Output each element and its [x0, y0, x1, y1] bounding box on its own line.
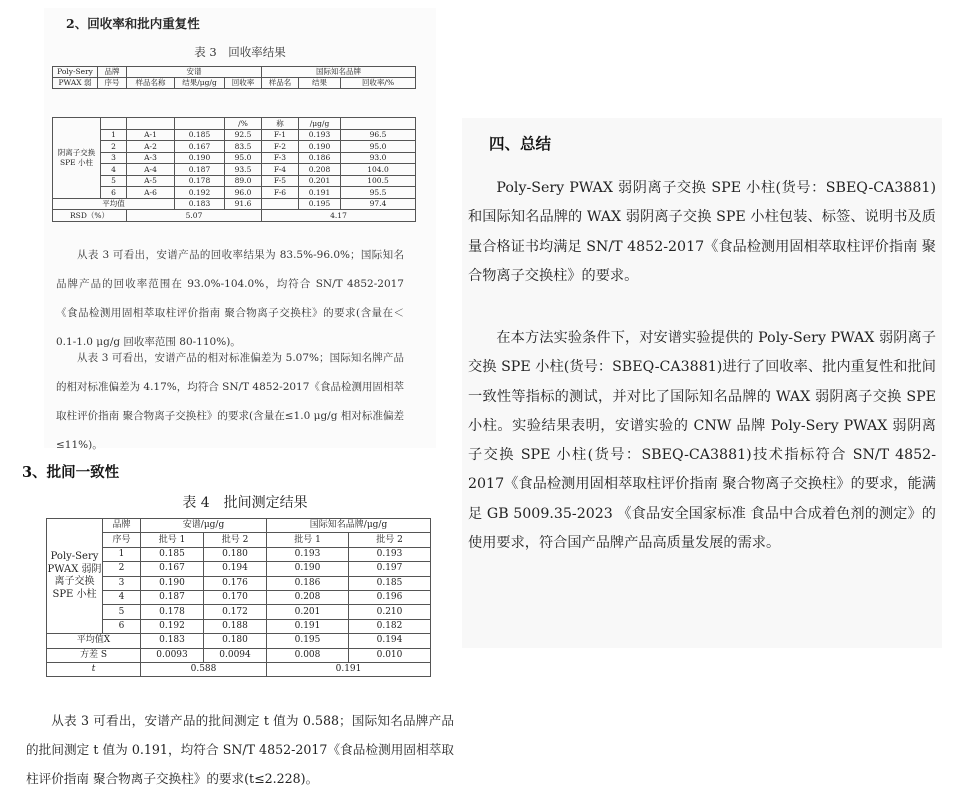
t3-avg-label: 平均值 — [53, 198, 175, 210]
t3-row: 5 A-5 0.178 89.0 F-5 0.201 100.5 — [53, 175, 416, 187]
t4-h-brand: 品牌 — [103, 519, 141, 533]
table3-body — [52, 117, 416, 222]
t4-h-seq: 序号 — [103, 533, 141, 547]
t4-h-intl: 国际知名品牌/μg/g — [267, 519, 431, 533]
t3-rsd-label: RSD（%） — [53, 210, 127, 222]
t3-h-product: Poly-Sery — [53, 67, 98, 78]
t3-h-result: 结果/μg/g — [175, 78, 225, 89]
recovery-paragraph: 从表 3 可看出，安谱产品的回收率结果为 83.5%-96.0%；国际知名品牌产品的回收率范围在 93.0%-104.0%，均符合 SN/T 4852-2017《食品检测用固相萃取柱评价指南 聚合物离子交换柱》的要求(含量在＜0.1-1.0 μg/g 回收率范围 80-110%)。 — [56, 249, 404, 348]
t4-h-anpu: 安谱/μg/g — [141, 519, 267, 533]
t4-row: 1 0.185 0.180 0.193 0.193 — [47, 547, 431, 561]
t4-row: 2 0.167 0.194 0.190 0.197 — [47, 562, 431, 576]
t4-var-row: 方差 S 0.0093 0.0094 0.008 0.010 — [47, 648, 431, 662]
t4-t-label: t — [47, 662, 141, 676]
t3-h-brand: 品牌 — [98, 67, 127, 78]
t3-product-label: 阴离子交换 SPE 小柱 — [53, 118, 101, 199]
t4-product-label: Poly-Sery PWAX 弱阴离子交换 SPE 小柱 — [47, 519, 103, 634]
t3-unit-ugg: /μg/g — [299, 118, 341, 130]
summary-paragraph-1: Poly-Sery PWAX 弱阴离子交换 SPE 小柱(货号：SBEQ-CA3881)和国际知名品牌的 WAX 弱阴离子交换 SPE 小柱包装、标签、说明书及质量合格证书均满足 SN/T 4852-2017《食品检测用固相萃取柱评价指南 聚合物离子交换柱》的要求。 — [468, 180, 936, 284]
t3-rsd-row: RSD（%） 5.07 4.17 — [53, 210, 416, 222]
t3-h-sample: 样品名称 — [127, 78, 175, 89]
t3-h-anpu: 安谱 — [127, 67, 262, 78]
t4-row: 6 0.192 0.188 0.191 0.182 — [47, 619, 431, 633]
section-heading-interbatch: 3、批间一致性 — [22, 464, 120, 481]
t3-row: 1 A-1 0.185 92.5 F-1 0.193 96.5 — [53, 129, 416, 141]
t3-row: 3 A-3 0.190 95.0 F-3 0.186 93.0 — [53, 152, 416, 164]
interbatch-paragraph: 从表 3 可看出，安谱产品的批间测定 t 值为 0.588；国际知名品牌产品的批间测定 t 值为 0.191，均符合 SN/T 4852-2017《食品检测用固相萃取柱评价指南 聚合物离子交换柱》的要求(t≤2.228)。 — [26, 713, 454, 786]
t4-row: 4 0.187 0.170 0.208 0.196 — [47, 590, 431, 604]
t3-h-product-2: PWAX 弱 — [53, 78, 98, 89]
table4: Poly-Sery PWAX 弱阴离子交换 SPE 小柱 品牌 安谱/μg/g 国际知名品牌/μg/g 序号 批号 1 批号 2 批号 1 批号 2 1 0.185 0.180 0.193 0.193 2 0.167 0.194 0.190 0.197 3 0.190 0.176 0.186 0.185 4 0.187 0.170 0.208 0.196 5 0.178 0.172 0.201 0.210 6 0.192 0.188 0.191 0.182 平均值X̄ 0.183 0.180 0.195 0.194 方差 S 0.0093 0.0094 0.008 0.010 t 0.588 0.191 — [46, 518, 431, 677]
t3-h-recovery: 回收率 — [225, 78, 262, 89]
rsd-paragraph: 从表 3 可看出，安谱产品的相对标准偏差为 5.07%；国际知名牌产品的相对标准偏差为 4.17%，均符合 SN/T 4852-2017《食品检测用固相萃取柱评价指南 聚合物离子交换柱》的要求(含量在≤1.0 μg/g 相对标准偏差≤11%)。 — [56, 352, 404, 451]
t4-avg-row: 平均值X̄ 0.183 0.180 0.195 0.194 — [47, 634, 431, 648]
t3-unit-pct: /% — [225, 118, 262, 130]
section-heading-summary: 四、总结 — [489, 134, 552, 153]
t3-row: 2 A-2 0.167 83.5 F-2 0.190 95.0 — [53, 141, 416, 153]
t4-row: 3 0.190 0.176 0.186 0.185 — [47, 576, 431, 590]
t3-unit-name: 称 — [262, 118, 299, 130]
table3-caption: 表 3 回收率结果 — [194, 45, 286, 59]
t3-row: 4 A-4 0.187 93.5 F-4 0.208 104.0 — [53, 164, 416, 176]
t3-h-seq: 序号 — [98, 78, 127, 89]
t4-row: 5 0.178 0.172 0.201 0.210 — [47, 605, 431, 619]
t3-row: 6 A-6 0.192 96.0 F-6 0.191 95.5 — [53, 187, 416, 199]
section-heading-recovery: 2、回收率和批内重复性 — [66, 16, 200, 31]
t3-h-sample2: 样品名 — [262, 78, 299, 89]
t3-h-recovery2: 回收率/% — [341, 78, 416, 89]
table3-header — [52, 66, 416, 89]
t4-avg-label: 平均值X̄ — [47, 634, 141, 648]
summary-paragraph-2: 在本方法实验条件下，对安谱实验提供的 Poly-Sery PWAX 弱阴离子交换 SPE 小柱(货号：SBEQ-CA3881)进行了回收率、批内重复性和批间一致性等指标的测试，并对比了国际知名品牌的 WAX 弱阴离子交换 SPE 小柱。实验结果表明，安谱实验的 CNW 品牌 Poly-Sery PWAX 弱阴离子交换 SPE 小柱(货号：SBEQ-CA3881)技术指标符合 SN/T 4852-2017《食品检测用固相萃取柱评价指南 聚合物离子交换柱》的要求，能满足 GB 5009.35-2023 《食品安全国家标准 食品中合成着色剂的测定》的使用要求，符合国产品牌产品高质量发展的需求。 — [468, 330, 936, 552]
t4-var-label: 方差 S — [47, 648, 141, 662]
t3-h-intl: 国际知名品牌 — [262, 67, 416, 78]
t4-t-row: t 0.588 0.191 — [47, 662, 431, 676]
t3-h-result2: 结果 — [299, 78, 341, 89]
table4-caption: 表 4 批间测定结果 — [182, 495, 308, 511]
t3-avg-row: 平均值 0.183 91.6 0.195 97.4 — [53, 198, 416, 210]
